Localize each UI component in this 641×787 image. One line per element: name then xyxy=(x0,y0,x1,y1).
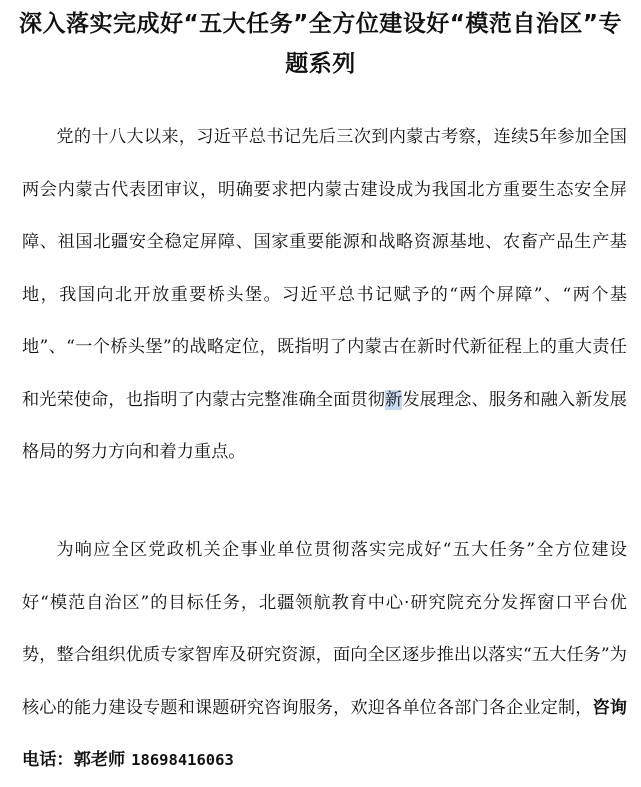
paragraph-intro-text-start: 党的十八大以来，习近平总书记先后三次到内蒙古考察，连续5年参加全国两会内蒙古代表团审议，明确要求把内蒙古建设成为我国北方重要生态安全屏障、祖国北疆安全稳定屏障、国家重要能源和战略资源基地、农畜产品生产基地，我国向北开放重要桥头堡。习近平总书记赋予的“两个屏障”、“两个基地”、“一个桥头堡”的战略定位，既指明了内蒙古在新时代新征程上的重大责任和光荣使命，也指明了内蒙古完整准确全面贯彻 xyxy=(22,127,627,410)
text-selection-highlight[interactable]: 新 xyxy=(385,389,403,410)
paragraph-service xyxy=(22,524,627,787)
contact-person: 郭老师 xyxy=(73,750,126,770)
contact-label: 咨询电话： xyxy=(22,697,627,770)
paragraph-service-text: 为响应全区党政机关企事业单位贯彻落实完成好“五大任务”全方位建设好“模范自治区”的目标任务，北疆领航教育中心·研究院充分发挥窗口平台优势，整合组织优质专家智库及研究资源，面向全区逐步推出以落实“五大任务”为核心的能力建设专题和课题研究咨询服务，欢迎各单位各部门各企业定制， xyxy=(22,540,627,718)
paragraph-intro xyxy=(22,111,627,479)
document-title: 深入落实完成好“五大任务”全方位建设好“模范自治区”专题系列 xyxy=(19,11,622,77)
paragraph-intro-text-end: 发展理念、服务和融入新发展格局的努力方向和着力重点。 xyxy=(22,389,627,462)
contact-phone: 18698416063 xyxy=(131,751,234,769)
